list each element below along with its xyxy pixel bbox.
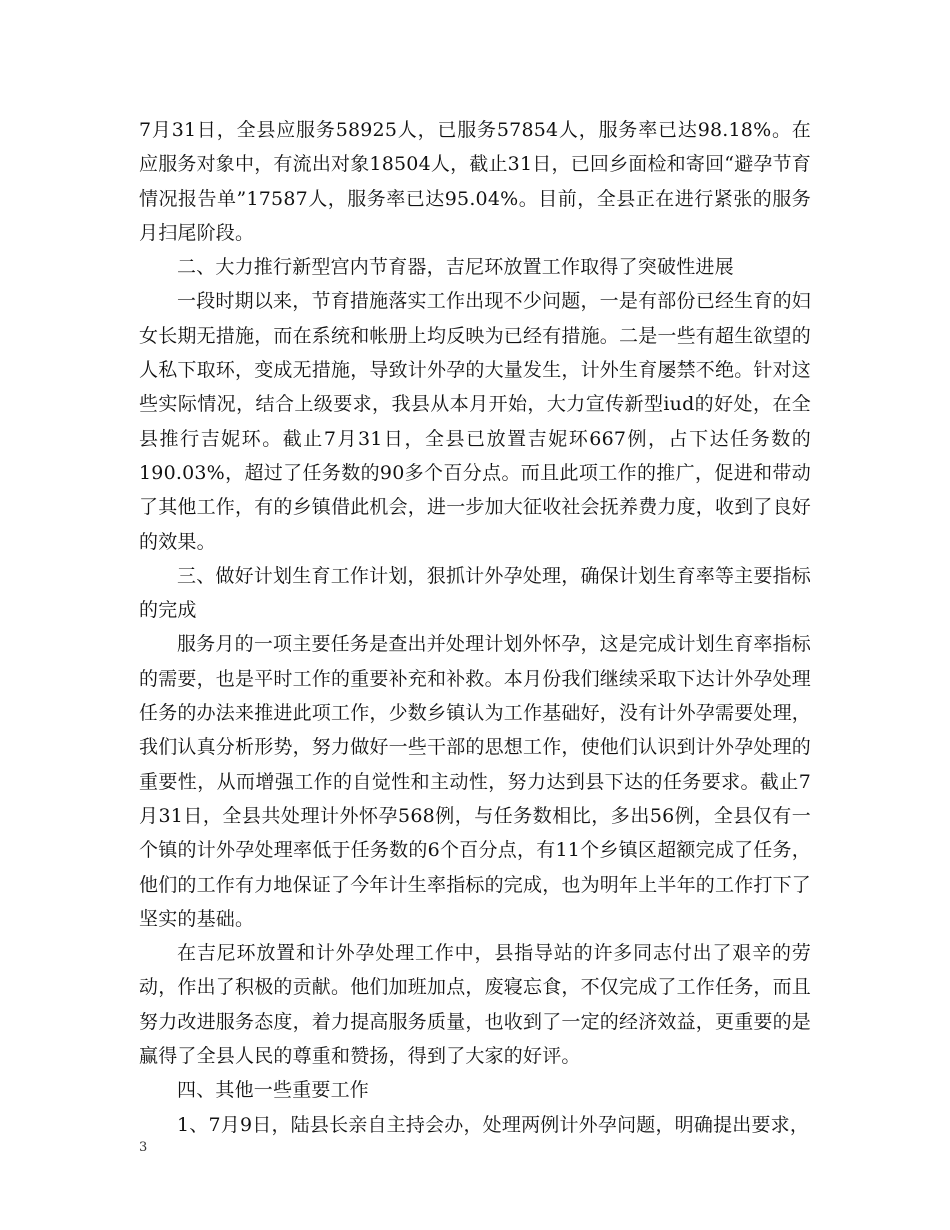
section-heading-3: 三、做好计划生育工作计划，狠抓计外孕处理，确保计划生育率等主要指标的完成	[139, 564, 811, 622]
section-heading-2: 二、大力推行新型宫内节育器，吉尼环放置工作取得了突破性进展	[177, 256, 734, 279]
paragraph-continuation: 7月31日，全县应服务58925人，已服务57854人，服务率已达98.18%。在应服务对象中，有流出对象18504人，截止31日，已回乡面检和寄回“避孕节育情况报告单”17587人，服务率已达95.04%。目前，全县正在进行紧张的服务月扫尾阶段。	[139, 119, 811, 244]
section-heading-4: 四、其他一些重要工作	[177, 1079, 370, 1102]
paragraph-other-work-item-1: 1、7月9日，陆县长亲自主持会办，处理两例计外孕问题，明确提出要求，	[177, 1113, 810, 1136]
paragraph-staff-contribution: 在吉尼环放置和计外孕处理工作中，县指导站的许多同志付出了艰辛的劳动，作出了积极的贡献。他们加班加点，废寝忘食，不仅完成了工作任务，而且努力改进服务态度，着力提高服务质量，也收到了一定的经济效益，更重要的是赢得了全县人民的尊重和赞扬，得到了大家的好评。	[139, 942, 812, 1068]
paragraph-pregnancy-handling: 服务月的一项主要任务是查出并处理计划外怀孕，这是完成计划生育率指标的需要，也是平时工作的重要补充和补救。本月份我们继续采取下达计外孕处理任务的办法来推进此项工作，少数乡镇认为工作基础好，没有计外孕需要处理，我们认真分析形势，努力做好一些干部的思想工作，使他们认识到计外孕处理的重要性，从而增强工作的自觉性和主动性，努力达到县下达的任务要求。截止7月31日，全县共处理计外怀孕568例，与任务数相比，多出56例，全县仅有一个镇的计外孕处理率低于任务数的6个百分点，有11个乡镇区超额完成了任务，他们的工作有力地保证了今年计生率指标的完成，也为明年上半年的工作打下了坚实的基础。	[139, 633, 812, 930]
document-body	[139, 113, 811, 1142]
paragraph-iud-promotion: 一段时期以来，节育措施落实工作出现不少问题，一是有部份已经生育的妇女长期无措施，而在系统和帐册上均反映为已经有措施。二是一些有超生欲望的人私下取环，变成无措施，导致计外孕的大量发生，计外生育屡禁不绝。针对这些实际情况，结合上级要求，我县从本月开始，大力宣传新型iud的好处，在全县推行吉妮环。截止7月31日，全县已放置吉妮环667例，占下达任务数的190.03%，超过了任务数的90多个百分点。而且此项工作的推广，促进和带动了其他工作，有的乡镇借此机会，进一步加大征收社会抚养费力度，收到了良好的效果。	[139, 290, 812, 553]
page-number: 3	[139, 1140, 148, 1155]
